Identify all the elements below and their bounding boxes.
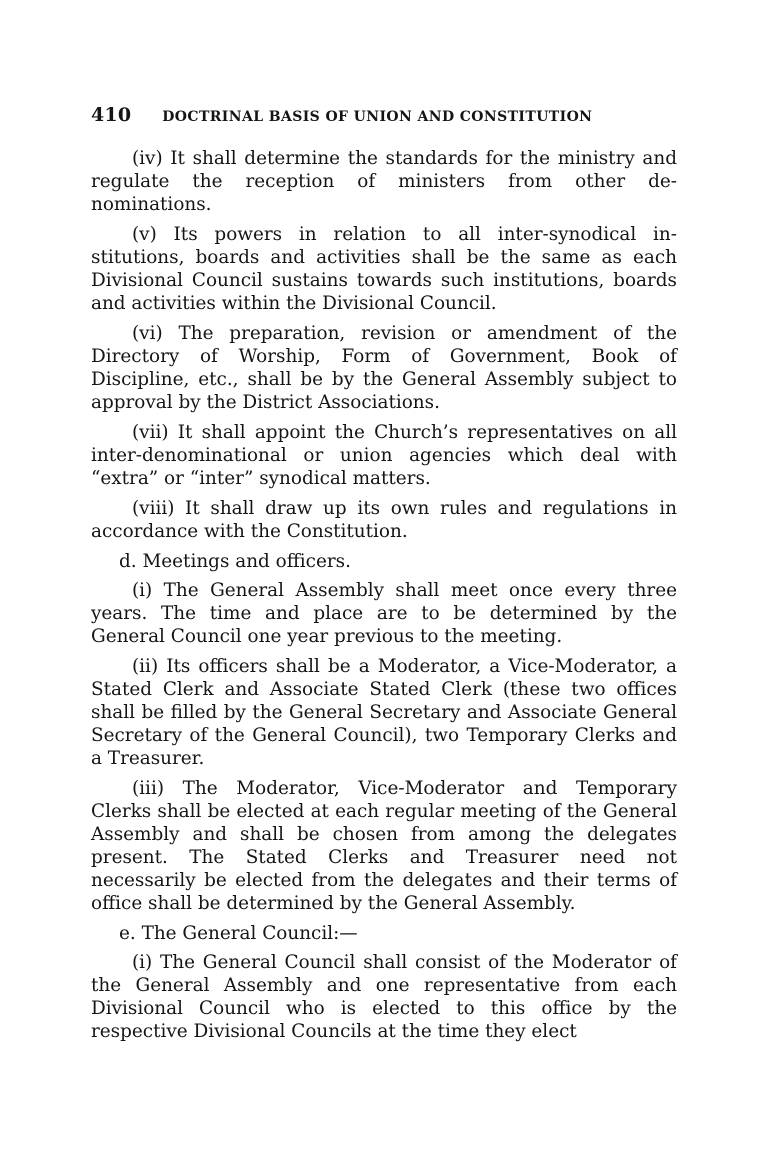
paragraph-vii-church-representatives: (vii) It shall appoint the Church’s representatives on all inter-denominational or union agencies which deal with “extra” or “inter” synodical matters.	[91, 422, 677, 489]
book-page	[91, 104, 677, 1050]
section-d-heading: d. Meetings and officers.	[119, 551, 351, 572]
paragraph-iv-standards-ministry: (iv) It shall determine the standards for the ministry and regulate the reception of ministers from other de-nominations.	[91, 148, 677, 215]
paragraph-ii-assembly-officers: (ii) Its officers shall be a Moderator, a Vice-Moderator, a Stated Clerk and Associate Stated Clerk (these two offices shall be filled by the General Secretary and Associate General Secretary of the General Council), two Temporary Clerks and a Treasurer.	[91, 656, 677, 769]
section-e-heading: e. The General Council:—	[119, 923, 358, 944]
paragraph-i-general-council-composition: (i) The General Council shall consist of the Moderator of the General Assembly and one representative from each Divisional Council who is elected to this office by the respective Divisional Councils at the time they elect	[91, 952, 677, 1042]
running-head: DOCTRINAL BASIS OF UNION AND CONSTITUTION	[162, 109, 593, 125]
paragraph-i-assembly-meetings: (i) The General Assembly shall meet once every three years. The time and place are to be determined by the General Council one year previous to the meeting.	[91, 580, 677, 647]
paragraph-v-inter-synodical-powers: (v) Its powers in relation to all inter-synodical in-stitutions, boards and activities shall be the same as each Divisional Council sustains towards such institutions, boards and activities within the Divisional Council.	[91, 224, 677, 314]
paragraph-iii-officer-elections: (iii) The Moderator, Vice-Moderator and Temporary Clerks shall be elected at each regular meeting of the General Assembly and shall be chosen from among the delegates present. The Stated Clerks and Treasurer need not necessarily be elected from the delegates and their terms of office shall be determined by the General Assembly.	[91, 778, 677, 914]
paragraph-viii-rules-regulations: (viii) It shall draw up its own rules and regulations in accordance with the Constitution.	[91, 498, 677, 542]
body-text	[91, 147, 677, 1043]
paragraph-vi-directory-of-worship: (vi) The preparation, revision or amendment of the Directory of Worship, Form of Government, Book of Discipline, etc., shall be by the General Assembly subject to approval by the District Associations.	[91, 323, 677, 413]
page-header	[91, 104, 677, 134]
page-number: 410	[91, 104, 132, 126]
